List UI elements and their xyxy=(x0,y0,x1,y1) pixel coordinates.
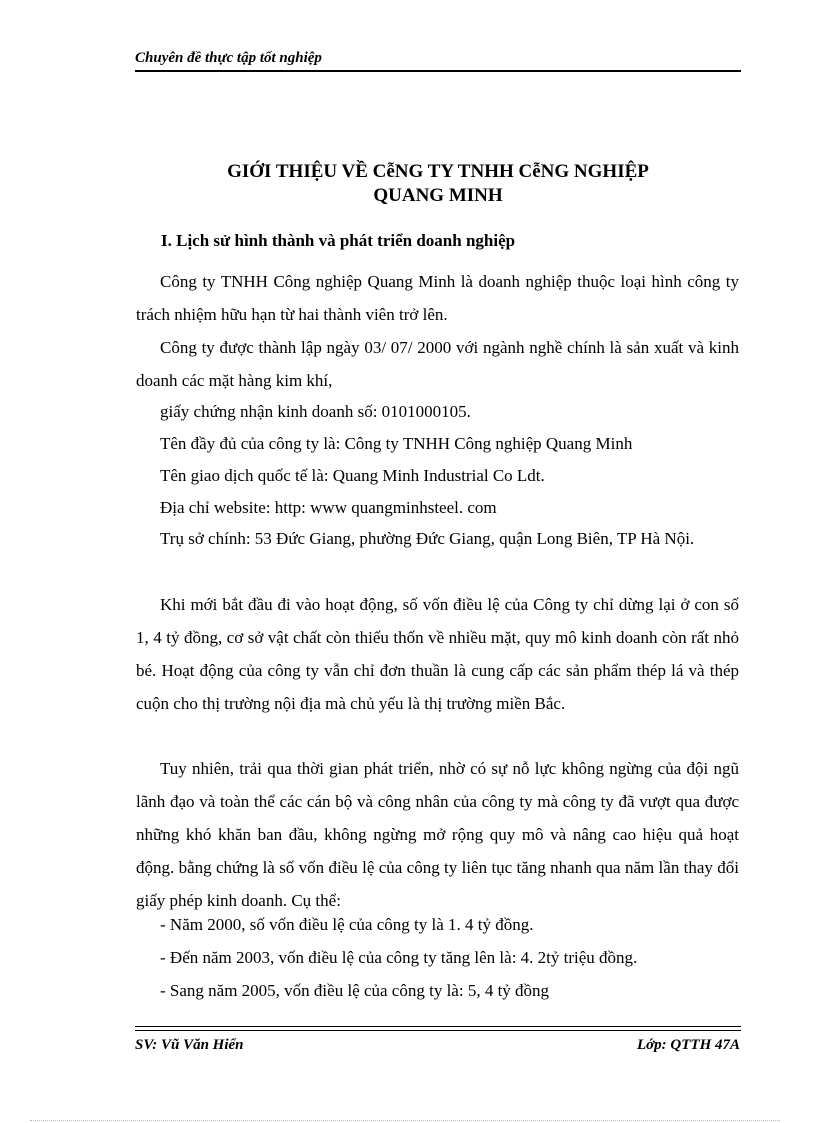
full-name-line: Tên đầy đủ của công ty là: Công ty TNHH Công nghiệp Quang Minh xyxy=(160,434,633,453)
page-title-line1: GIỚI THIỆU VỀ CễNG TY TNHH CễNG NGHIỆP xyxy=(227,161,649,182)
capital-bullet-2000: - Năm 2000, số vốn điều lệ của công ty là 1. 4 tỷ đồng. xyxy=(160,915,534,934)
capital-bullet-2005: - Sang năm 2005, vốn điều lệ của công ty là: 5, 4 tỷ đồng xyxy=(160,981,550,1000)
footer-rule-bottom xyxy=(135,1030,741,1031)
footer-rule-top xyxy=(135,1026,741,1027)
header-rule xyxy=(135,70,741,72)
paragraph-intro: Công ty TNHH Công nghiệp Quang Minh là doanh nghiệp thuộc loại hình công ty trách nhiệm hữu hạn từ hai thành viên trở lên. xyxy=(136,272,739,324)
paragraph-growth: Tuy nhiên, trải qua thời gian phát triển, nhờ có sự nỗ lực không ngừng của đội ngũ lãnh đạo và toàn thể các cán bộ và công nhân của công ty mà công ty đã vượt qua được những khó khăn ban đầu, không ngừng mở rộng quy mô và nâng cao hiệu quả hoạt động. bằng chứng là số vốn điều lệ của công ty liên tục tăng nhanh qua năm lần thay đổi giấy phép kinh doanh. Cụ thể: xyxy=(136,759,739,910)
paragraph-headquarters: Trụ sở chính: 53 Đức Giang, phường Đức Giang, quận Long Biên, TP Hà Nội. xyxy=(160,529,695,548)
running-header xyxy=(135,48,741,68)
intl-name-line: Tên giao dịch quốc tế là: Quang Minh Industrial Co Ldt. xyxy=(160,466,545,485)
running-title: Chuyên đề thực tập tốt nghiệp xyxy=(135,50,322,66)
footer-student: SV: Vũ Văn Hiển xyxy=(135,1037,244,1053)
capital-bullet-2003: - Đến năm 2003, vốn điều lệ của công ty tăng lên là: 4. 2tỷ triệu đồng. xyxy=(160,948,638,967)
paragraph-early-history: Khi mới bắt đầu đi vào hoạt động, số vốn điều lệ của Công ty chỉ dừng lại ở con số 1, 4 tỷ đồng, cơ sở vật chất còn thiếu thốn về nhiều mặt, quy mô kinh doanh còn rất nhỏ bé. Hoạt động của công ty vẫn chỉ đơn thuần là cung cấp các sản phẩm thép lá và thép cuộn cho thị trường nội địa mà chủ yếu là thị trường miền Bắc. xyxy=(136,595,739,713)
section-heading: I. Lịch sử hình thành và phát triển doanh nghiệp xyxy=(161,231,516,250)
website-line: Địa chỉ website: http: www quangminhsteel. com xyxy=(160,498,497,517)
page-bottom-edge xyxy=(30,1120,780,1122)
footer-class: Lớp: QTTH 47A xyxy=(636,1037,740,1053)
paragraph-founding: Công ty được thành lập ngày 03/ 07/ 2000 với ngành nghề chính là sản xuất và kinh doanh các mặt hàng kim khí, xyxy=(136,338,739,390)
license-line: giấy chứng nhận kinh doanh số: 0101000105. xyxy=(160,402,471,421)
page-title-line2: QUANG MINH xyxy=(373,185,503,206)
